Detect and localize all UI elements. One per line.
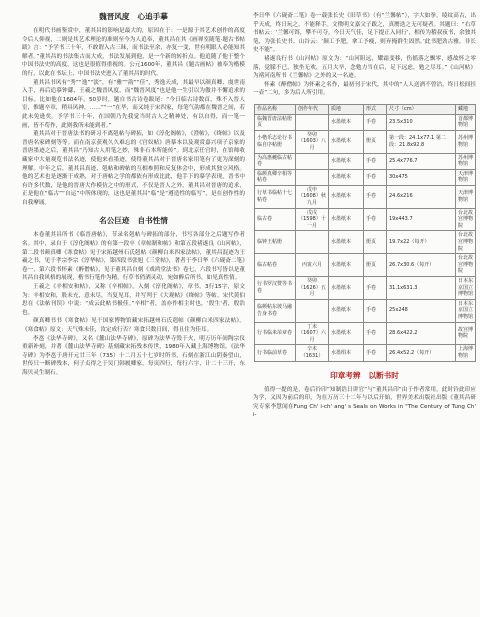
table-cell: 手卷 [364, 299, 387, 322]
table-cell: 台北故宫博物院 [456, 231, 476, 254]
table-cell: 19x443.7 [387, 208, 456, 231]
table-cell [296, 169, 329, 185]
table-cell: 册页 [364, 231, 387, 254]
table-cell: 手卷 [364, 322, 387, 345]
table-body [255, 114, 476, 361]
table-cell: 手卷 [364, 114, 387, 130]
table-cell: 水墨纸本 [329, 114, 364, 130]
col-header-size: 尺寸（cm） [387, 104, 456, 114]
paragraph: 王羲之《辛相安和帖》，又称《辛相帖》，入刻《淳化阁帖》，章书，3行15字，原文为：辛相安和，股未充，意未尽，当复见耳，并写判于《大观帖》《绛帖》等帖。宋代黄伯思在《法帖刊误》中说：“成云此帖书极佳。”辛相”者，盖亦作相主时也，‘殷生’者，殷浩也。 [22, 284, 245, 316]
paragraph: 董其昌书风有“秀”“逸”“淡”，有“雅”“韵”“佳”，秀逸天成，其最早以颜真卿、虞世南入手，再后追摹钟繇、王羲之魏晋风度，而“魏晋风度”也是他一生引以为傲并不懈追求的目标。比如他在1604年，50岁时，题自书古诗卷跋尾：“今日临古诗数首，殊不入晋人室，惟题卒章，稍具风神，……”“一”在毕，而又纯于宋四家，每笔气韵都在魏晋之间，若此未免逊矣。予学书三十年，在国朝乃先我觉当时古人之精神处，有以自得，而一笔一画，皆不苟作，此则我所未能到者。” [22, 79, 245, 129]
table-cell: 水墨纸本 [329, 322, 364, 345]
table-cell [296, 231, 329, 254]
title-part: 魏晋风度 [99, 12, 130, 21]
table-cell: 24.6x216 [387, 185, 456, 208]
table-row [255, 130, 476, 153]
table-cell: 水墨绢本 [329, 345, 364, 361]
table-cell: 日本东京国立博物馆 [456, 299, 476, 322]
table-cell: 癸卯（1603）八月 [296, 130, 329, 153]
table-cell: 行书临米芾章卷 [255, 322, 296, 345]
title-part: 以断书时 [368, 370, 399, 380]
table-cell: 首都博物馆 [456, 114, 476, 130]
table-cell: 25.4x776.7 [387, 153, 456, 169]
table-cell: 丁未（1607）六月 [296, 322, 329, 345]
table-cell: 水墨纸本 [329, 277, 364, 300]
table-cell: 台北故宫博物院 [456, 208, 476, 231]
table-cell: 行草书临帖十七帖卷 [255, 185, 296, 208]
title-part: 印章考辨 [330, 370, 361, 380]
table-cell: 30x475 [387, 169, 456, 185]
table-cell: 水墨纸本 [329, 169, 364, 185]
table-row [255, 322, 476, 345]
table-row [255, 169, 476, 185]
table-cell: 戊申（1608）秋九月 [296, 185, 329, 208]
table-cell: 临颜真卿辛相等帖卷 [255, 169, 296, 185]
table-cell: 天津博物馆 [456, 169, 476, 185]
title-part: 名公巨迹 [99, 216, 130, 226]
table-header-row [255, 104, 476, 114]
table-cell [296, 153, 329, 169]
table-cell: 水墨纸本 [329, 231, 364, 254]
table-cell [296, 299, 329, 322]
table-cell: 临古卷 [255, 208, 296, 231]
col-header-format: 形式 [364, 104, 387, 114]
table-cell: 苏州博物馆 [456, 153, 476, 169]
table-row [255, 185, 476, 208]
table-cell: 临颜帖东坡马融告身书卷 [255, 299, 296, 322]
table-cell: 水墨纸本 [329, 185, 364, 208]
table-cell: 辛未（1631） [296, 345, 329, 361]
table-cell: 为高惠夔临古帖卷 [255, 153, 296, 169]
table-cell: 手卷 [364, 169, 387, 185]
table-cell: 水墨纸本 [329, 254, 364, 277]
table-row [255, 231, 476, 254]
paragraph: 李邕《法华寺碑》，又名《麓山法华寺碑》，原碑为法华寺毁于火，明万历年间陶宗仪重新补刻，并著《麓山法华寺碑》基刻藏宋拓残本传世，1980年入藏上海博物馆。《法华寺碑》为李邕于唐开元廿三年（735）十二月五十七岁时所书，石刻在浙江山阴秦望山，世传只一断碑残本，何子贞得之于吴门韩履卿家，每页四行，每行六字，计二十三开，东海贝灵生制石。 [22, 335, 245, 376]
title-part: 自书性情 [137, 216, 168, 226]
paragraph: 本卷董其昌所书《临晋唐帖》，节录名剋帖与碑拓的部分，书写各部分之后题写作者名。其中，录自于《淳化阁帖》的有第一段卒《章帖制和帖》和第五段褚遂良《山河帖》，第二段书颜真卿《寒食帖》见于宋拓越州石氏剋帖《颜柳白米四家法帖》，董其昌混迹为王羲之书，见于孝宗李宗《淳华帖》，第四段书张旭《三堂帖》，著者于李日华《六砚斋二笔》卷一，第六段书怀素《醉僧帖》，见于董其昌自刻《戏鸿堂法书》卷七，六段书写皆以是董其昌自我风格的展现，楷书行笔作为精，行草书俏洒灵动，宛如醉后所书，如见真性情。 [22, 232, 245, 282]
table-cell: 戊戌（1598）十一月 [296, 208, 329, 231]
table-cell: 手卷 [364, 208, 387, 231]
table-cell: 临古帖卷 [255, 254, 296, 277]
paragraph: 颜真卿书书《寒食帖》见于国家博物馆藏宋拓越州石氏剋帖《颜柳白米四家法帖》。《寒食帖》原文：天气殊未佳，汝定成行否？寒食只数日间，得且住为佳耳。 [22, 318, 245, 333]
table-cell: 手卷 [364, 277, 387, 300]
table-row [255, 345, 476, 361]
table-cell: 26.7x30.6（每开） [387, 254, 456, 277]
table-cell: 手卷 [364, 185, 387, 208]
table-cell: 23.5x310 [387, 114, 456, 130]
table-cell: 19.7x22（每开） [387, 231, 456, 254]
table-cell: 小楷乐志论行书临自序帖册 [255, 130, 296, 153]
table-cell: 手卷 [364, 345, 387, 361]
table-cell [296, 114, 329, 130]
left-column [22, 12, 245, 378]
section-title-famous-works [22, 216, 245, 226]
table-cell: 临魏晋唐法帖册页 [255, 114, 296, 130]
table-cell: 故宫博物院 [456, 322, 476, 345]
table-cell: 行书罗汉赞等书卷 [255, 277, 296, 300]
section-title-seals [253, 371, 476, 381]
table-cell: 册页 [364, 130, 387, 153]
works-table [254, 104, 476, 362]
table-cell: 丙寅六月 [296, 254, 329, 277]
table-cell: 册页 [364, 254, 387, 277]
col-header-collection: 藏地 [456, 104, 476, 114]
section-title-wei-jin [22, 12, 245, 22]
table-cell: 临钟王帖册 [255, 231, 296, 254]
table-cell: 上海博物馆 [456, 345, 476, 361]
table-cell: 苏州博物馆 [456, 130, 476, 153]
table-row [255, 254, 476, 277]
right-column [253, 12, 476, 420]
table-cell: 行书临前草卷 [255, 345, 296, 361]
paragraph: 董其昌对于晋唐法书的研习不离剋帖与碑拓，如《淳化阁帖》，《澄帖》，《绛帖》以及晋唐名家碑刻等等。而在南京获观久久难忘的《宫奴帖》唐摹本以及观赏嘉兴项子京家的晋唐墨迹之后，董其昌“乃知古人用笔之妙，殊非石本所能传”。到北京任官时，在馆师收藏家中大量观览书法名迹，使他来看墨迹，使得董其昌对于晋唐名家用笔有了更为深刻的理解。中年之后，董其昌真迹、剋帖和碑帖的互相参照和反复体会中，形成其独立风格。他的艺术也是逐渐于成熟，对于唐帖之学的都依有形成比此，他手下的摹学表现，晋书中有许多代数，是他的晋唐大作模仿之中的形式，不仅是晋人之外，董其昌对晋唐的追求，正是他在“临古”“自运”中所体现的，这也是董其昌“临”是“遵造性的临写”，是在创作性的自我摩诵。 [22, 131, 245, 206]
table-cell: 水墨纸本 [329, 130, 364, 153]
paragraph: 李日华《六砚斋二笔》卷一载张长史《旧草书》（有“兰馨帖”），字大如拳，绫纹高古，出乎天成，终日玩之，不能释手。文徵明文嘉父子跋之，真赝迭之无可疑者。其题曰：“右草书帖云：‘兰馨可饵，攀不可夺。今日天气佳，足下提正入同行’，相传为稽叔夜书，余独其笔，为张长史书。山谷云：‘颠工予肥，拿工予瘦，则弃掩群生固然。’此书肥劲古雅，非长史不能”。 [253, 13, 476, 54]
table-cell: 31.1x631.3 [387, 277, 456, 300]
table-row [255, 208, 476, 231]
col-header-title: 作品名称 [255, 104, 296, 114]
table-cell: 癸卯（1626）五月 [296, 277, 329, 300]
table-cell: 手卷 [364, 153, 387, 169]
paragraph: 怀素《醉僧帖》为怀素之名作，最初刊于宋代，其中的“人人送酒不曾沽，终日松间挂一壶”二句，多为后人所引用。 [253, 81, 476, 97]
table-cell: 26.4x52.2（每开） [387, 345, 456, 361]
title-part: 心追手摹 [137, 12, 168, 21]
table-row [255, 277, 476, 300]
table-cell: 水墨纸本 [329, 299, 364, 322]
table-cell: 第一段：24.1x77.1 第二段：21.8x92.8 [387, 130, 456, 153]
col-header-material: 质地 [329, 104, 364, 114]
table-row [255, 114, 476, 130]
table-cell: 28.6x422.2 [387, 322, 456, 345]
table-row [255, 153, 476, 169]
table-cell: 天津博物馆 [456, 185, 476, 208]
paragraph: 褚遂良行书《山河帖》原文为：“山河阻远，耀霜变移，伤摇落之飘零，感故怀之零落，觉朦不已，独坐无欢，五月大旱，念勉力当在后，足下远虑，勉之尽耳。”《山河帖》为褚河南所书《兰馨帖》之外的又一名迹。 [253, 55, 476, 80]
paragraph: 在明代书画鉴赏中，董其昌的影响是最大的，原因在于：一是源于其艺术创作的高度令后人仰视，二则是其艺术理论的准则至今为人追奉，董其昌在其《画禅室随笔·题古书帖跋》言：“予学书三十年，不敢谓入古三昧，而书法至余，亦复一变，世有明眼人必能知其解者。”董其昌的书法集古而大成，书法发展到他，是一个新的转折点。他追随了他于整个中国书法史的高度，这也是很值得重视的。公元1600年，董其昌《题古画帖》被奉为楷模的行，以此在书坛上，中国书法史进入了董其昌的时代。 [22, 28, 245, 77]
col-header-date: 创作年代 [296, 104, 329, 114]
paragraph: 值得一提的是，卷后钤印“知制诰日讲官”与“董其昌印”由于作者常用，此时钤此印应为学，又因为前后的印，为在万历三十二年与以后开始，世界美术出版社出版《董其昌研究专家李慧闻在Fung Ch' i-ch' ang' s Seals on Works in "The Century of Tung Ch' i- [253, 386, 476, 419]
table-cell: 水墨纸本 [329, 208, 364, 231]
table-row [255, 299, 476, 322]
table-cell: 日本东京国立博物馆 [456, 277, 476, 300]
table-cell: 台北故宫博物院 [456, 254, 476, 277]
table-cell: 25x248 [387, 299, 456, 322]
table-cell: 水墨纸本 [329, 153, 364, 169]
